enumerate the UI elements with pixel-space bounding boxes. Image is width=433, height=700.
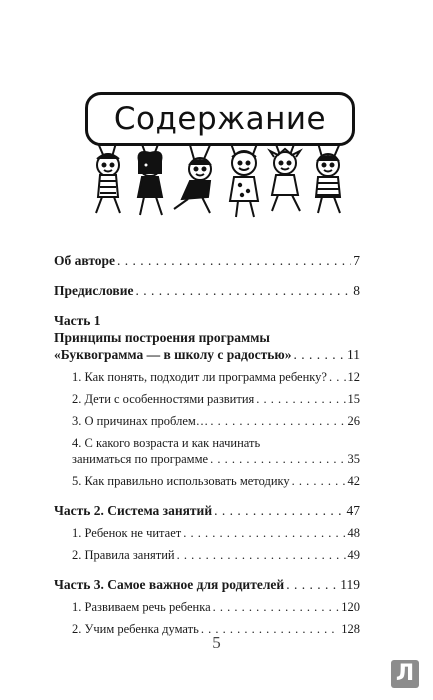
toc-page-number: 12	[347, 370, 360, 384]
publisher-logo-letter: Л	[395, 661, 415, 686]
dot-leader	[256, 391, 345, 407]
toc-subentry-label-line1: 4. С какого возраста и как начинать	[72, 436, 261, 450]
toc-subentry[interactable]	[54, 599, 360, 615]
toc-page-number: 47	[346, 503, 360, 518]
toc-subentry[interactable]	[54, 525, 360, 541]
toc-entry-part2[interactable]	[54, 502, 360, 519]
dot-leader	[329, 369, 346, 385]
toc-subentry-label-line2: заниматься по программе	[72, 452, 209, 466]
toc-page-number: 128	[341, 622, 360, 636]
dot-leader	[214, 502, 344, 519]
toc-entry-label: Предисловие	[54, 283, 134, 298]
toc-subentry-label: 2. Дети с особенностями развития	[72, 392, 255, 406]
toc-subentry[interactable]	[54, 547, 360, 563]
toc-entry-about[interactable]	[54, 252, 360, 269]
table-of-contents	[54, 252, 360, 637]
toc-subentry-label: 1. Развиваем речь ребенка	[72, 600, 211, 614]
part1-title-line2: «Буквограмма — в школу с радостью»	[54, 347, 292, 362]
dot-leader	[293, 346, 345, 363]
toc-page-number: 119	[340, 577, 360, 592]
toc-subentry-label: 2. Правила занятий	[72, 548, 175, 562]
toc-page-number: 26	[347, 414, 360, 428]
dot-leader	[135, 282, 351, 299]
dot-leader	[210, 451, 345, 467]
toc-subentry-label: 5. Как правильно использовать методику	[72, 474, 290, 488]
toc-subentry[interactable]	[54, 369, 360, 385]
part1-title-line1: Принципы построения программы	[54, 330, 270, 345]
toc-subentry-label: 1. Ребенок не читает	[72, 526, 182, 540]
toc-entry-part1[interactable]	[54, 312, 360, 363]
dot-leader	[292, 473, 346, 489]
toc-page-number: 42	[347, 474, 360, 488]
contents-banner	[0, 0, 433, 225]
toc-subentry[interactable]	[54, 435, 360, 467]
toc-entry-label: Об авторе	[54, 253, 116, 268]
toc-entry-part3[interactable]	[54, 576, 360, 593]
toc-entry-label: Часть 3. Самое важное для родителей	[54, 577, 285, 592]
toc-subentry-label: 2. Учим ребенка думать	[72, 622, 199, 636]
page-number: 5	[212, 633, 221, 652]
toc-page-number: 8	[353, 283, 360, 298]
dot-leader	[177, 547, 346, 563]
toc-page-number: 35	[347, 452, 360, 466]
toc-subentry-label: 3. О причинах проблем…	[72, 414, 209, 428]
dot-leader	[210, 413, 345, 429]
contents-title: Содержание	[113, 101, 327, 137]
toc-subentry-label: 1. Как понять, подходит ли программа ребенку?	[72, 370, 327, 384]
toc-page-number: 49	[347, 548, 360, 562]
toc-page-number: 48	[347, 526, 360, 540]
toc-subentry[interactable]	[54, 473, 360, 489]
contents-title-board	[85, 92, 355, 146]
toc-subentry[interactable]	[54, 413, 360, 429]
toc-entry-preface[interactable]	[54, 282, 360, 299]
toc-subentry[interactable]	[54, 391, 360, 407]
toc-page-number: 7	[353, 253, 360, 268]
toc-page-number: 11	[347, 347, 360, 362]
toc-page-number: 15	[347, 392, 360, 406]
dot-leader	[183, 525, 345, 541]
dot-leader	[117, 252, 351, 269]
part1-heading: Часть 1	[54, 313, 101, 328]
toc-entry-label: Часть 2. Система занятий	[54, 503, 213, 518]
children-illustration-icon	[70, 135, 370, 225]
publisher-logo-icon	[391, 660, 419, 688]
dot-leader	[286, 576, 338, 593]
dot-leader	[213, 599, 340, 615]
toc-page-number: 120	[341, 600, 360, 614]
